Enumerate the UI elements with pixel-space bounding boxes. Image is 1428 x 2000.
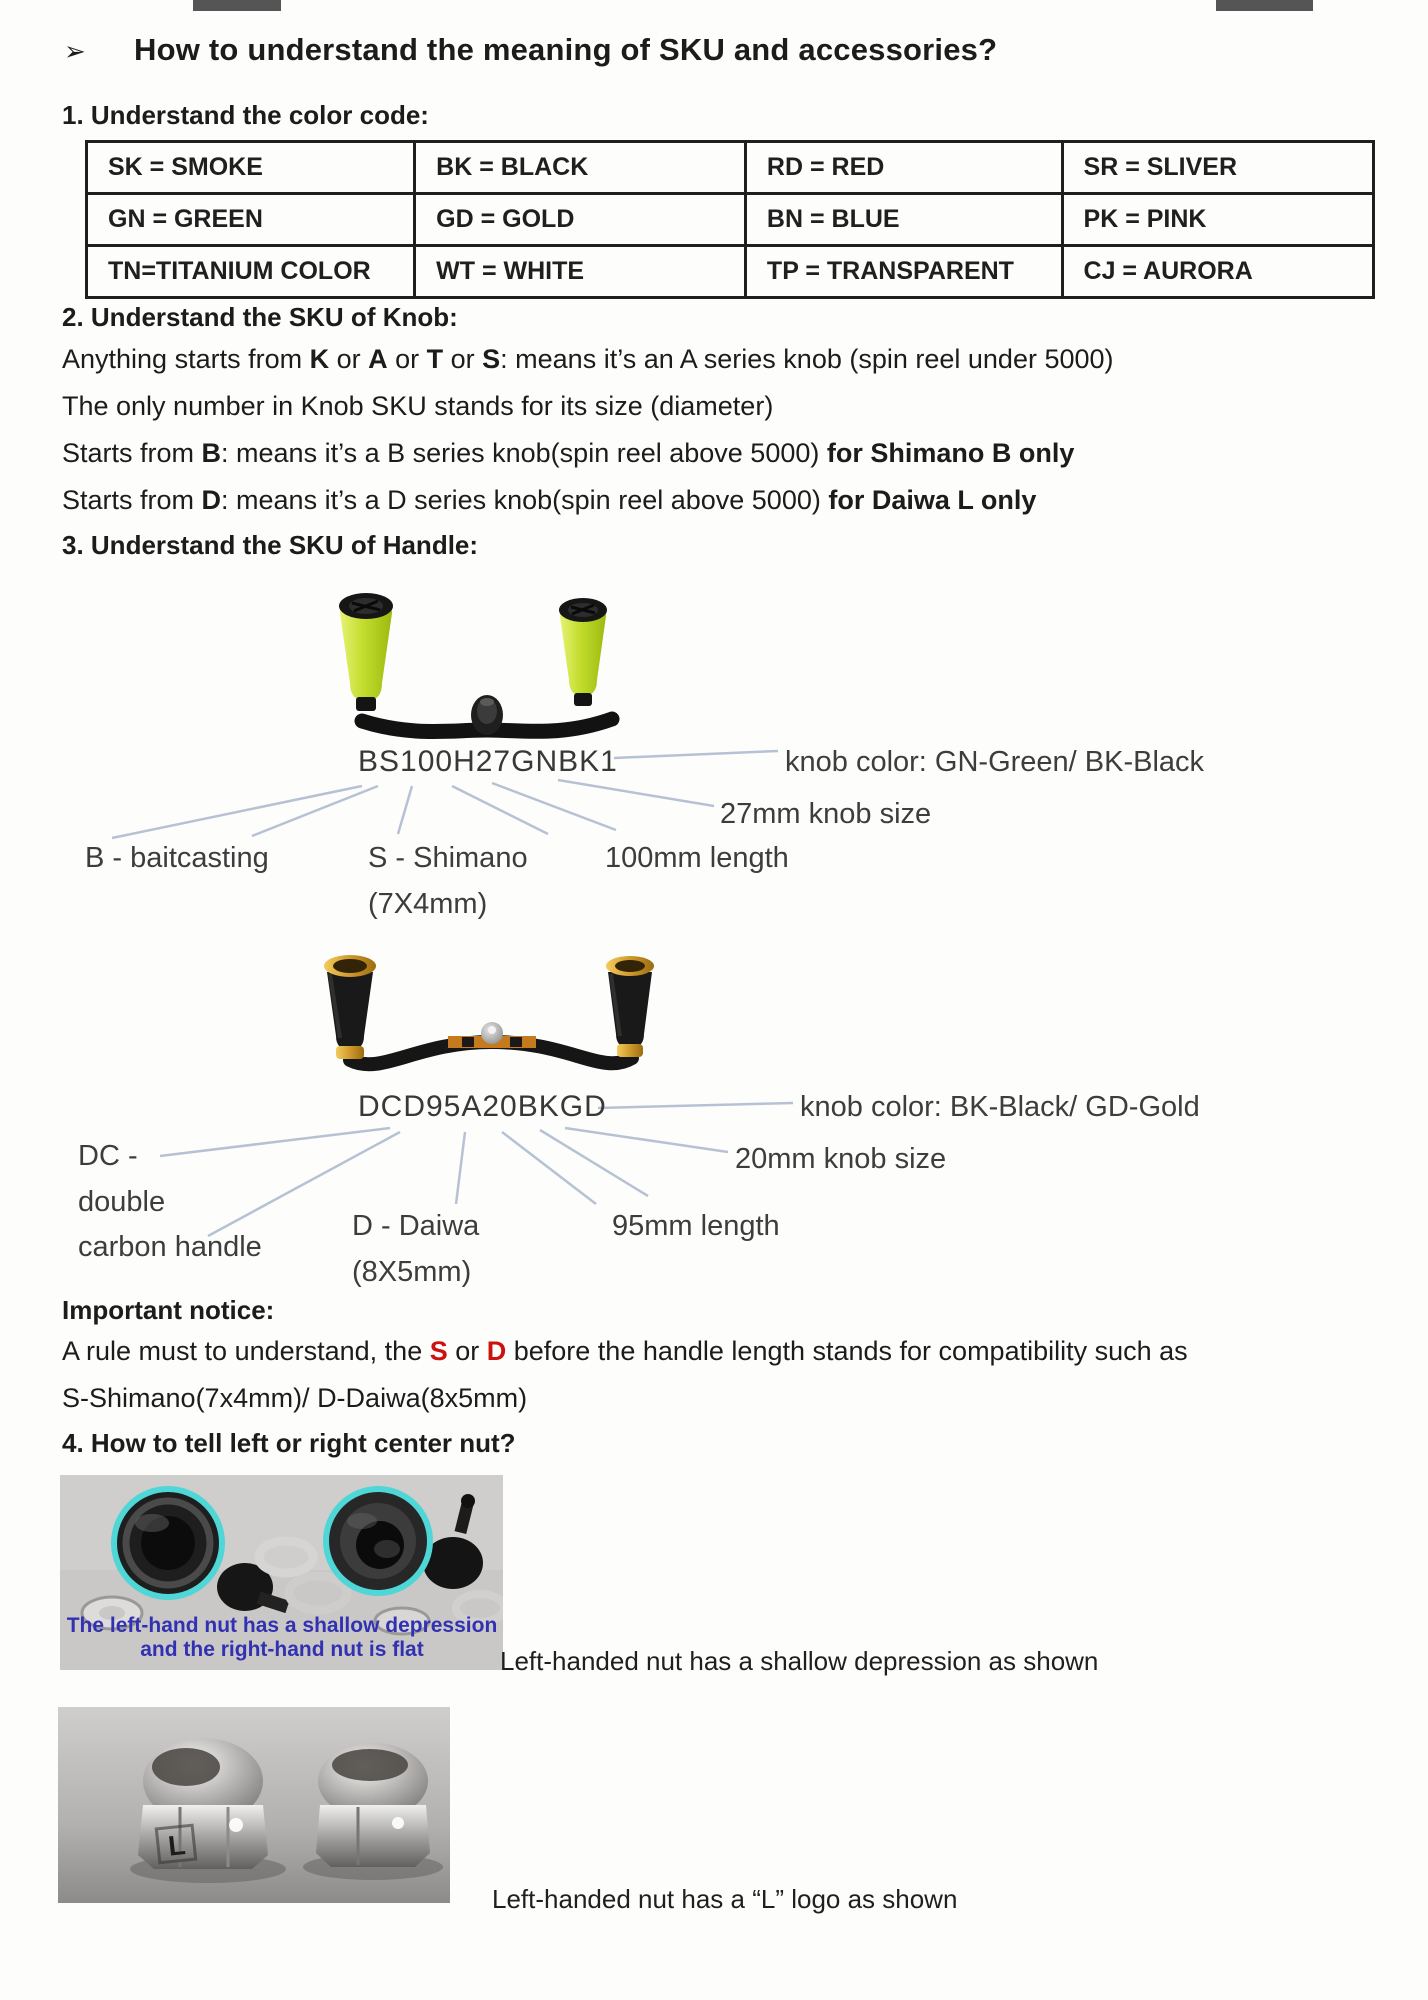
nut-L-logo: L xyxy=(166,1829,187,1862)
table-cell: GD = GOLD xyxy=(415,194,746,246)
section1-heading: 1. Understand the color code: xyxy=(62,100,429,130)
nut-logo-photo xyxy=(58,1707,450,1903)
table-cell: GN = GREEN xyxy=(87,194,415,246)
knob-rule-line2: The only number in Knob SKU stands for its size (diameter) xyxy=(62,391,774,421)
sku-code-2: DCD95A20BKGD xyxy=(358,1090,607,1123)
page-title: How to understand the meaning of SKU and accessories? xyxy=(134,32,998,67)
section4-heading: 4. How to tell left or right center nut? xyxy=(62,1428,516,1458)
notice-line1: A rule must to understand, the S or D before the handle length stands for compatibility such as xyxy=(62,1336,1188,1366)
shimano-label-line1: S - Shimano xyxy=(368,842,528,874)
table-cell: PK = PINK xyxy=(1062,194,1373,246)
arrow-bullet-icon: ➢ xyxy=(64,36,86,66)
knob-size-label-1: 27mm knob size xyxy=(720,798,932,830)
table-cell: WT = WHITE xyxy=(415,246,746,298)
length-label-2: 95mm length xyxy=(612,1210,780,1242)
daiwa-label-line2: (8X5mm) xyxy=(352,1256,472,1288)
double-carbon-label-line3: carbon handle xyxy=(78,1231,262,1263)
knob-size-label-2: 20mm knob size xyxy=(735,1143,947,1175)
knob-color-label-2: knob color: BK-Black/ GD-Gold xyxy=(800,1091,1200,1123)
handle-green-knobs-image xyxy=(332,585,642,743)
knob-rule-line1: Anything starts from K or A or T or S: means it’s an A series knob (spin reel under 5000) xyxy=(62,344,1114,374)
table-cell: SK = SMOKE xyxy=(87,142,415,194)
baitcasting-label: B - baitcasting xyxy=(85,842,269,874)
notice-line2: S-Shimano(7x4mm)/ D-Daiwa(8x5mm) xyxy=(62,1383,528,1413)
notice-heading: Important notice: xyxy=(62,1295,275,1325)
section3-heading: 3. Understand the SKU of Handle: xyxy=(62,530,479,560)
table-cell: BK = BLACK xyxy=(415,142,746,194)
nut-depression-photo xyxy=(60,1475,503,1670)
table-cell: TN=TITANIUM COLOR xyxy=(87,246,415,298)
knob-rule-line4: Starts from D: means it’s a D series knob(spin reel above 5000) for Daiwa L only xyxy=(62,485,1037,515)
shimano-label-line2: (7X4mm) xyxy=(368,888,488,920)
table-cell: RD = RED xyxy=(745,142,1062,194)
section2-heading: 2. Understand the SKU of Knob: xyxy=(62,302,458,332)
photo1-overlay-text-line2: and the right-hand nut is flat xyxy=(140,1638,424,1661)
photo2-caption: Left-handed nut has a “L” logo as shown xyxy=(492,1884,958,1914)
double-carbon-label-line2: double xyxy=(78,1186,166,1218)
daiwa-label-line1: D - Daiwa xyxy=(352,1210,480,1242)
photo1-caption: Left-handed nut has a shallow depression as shown xyxy=(500,1646,1099,1676)
length-label-1: 100mm length xyxy=(605,842,789,874)
photo1-overlay-text-line1: The left-hand nut has a shallow depression xyxy=(66,1614,498,1637)
knob-color-label-1: knob color: GN-Green/ BK-Black xyxy=(785,746,1205,778)
double-carbon-label-line1: DC - xyxy=(78,1140,138,1172)
knob-rule-line3: Starts from B: means it’s a B series knob(spin reel above 5000) for Shimano B only xyxy=(62,438,1075,468)
handle-gold-knobs-image xyxy=(320,950,665,1080)
table-cell: SR = SLIVER xyxy=(1062,142,1373,194)
table-cell: BN = BLUE xyxy=(745,194,1062,246)
sku-code-1: BS100H27GNBK1 xyxy=(358,745,618,778)
table-cell: CJ = AURORA xyxy=(1062,246,1373,298)
table-cell: TP = TRANSPARENT xyxy=(745,246,1062,298)
